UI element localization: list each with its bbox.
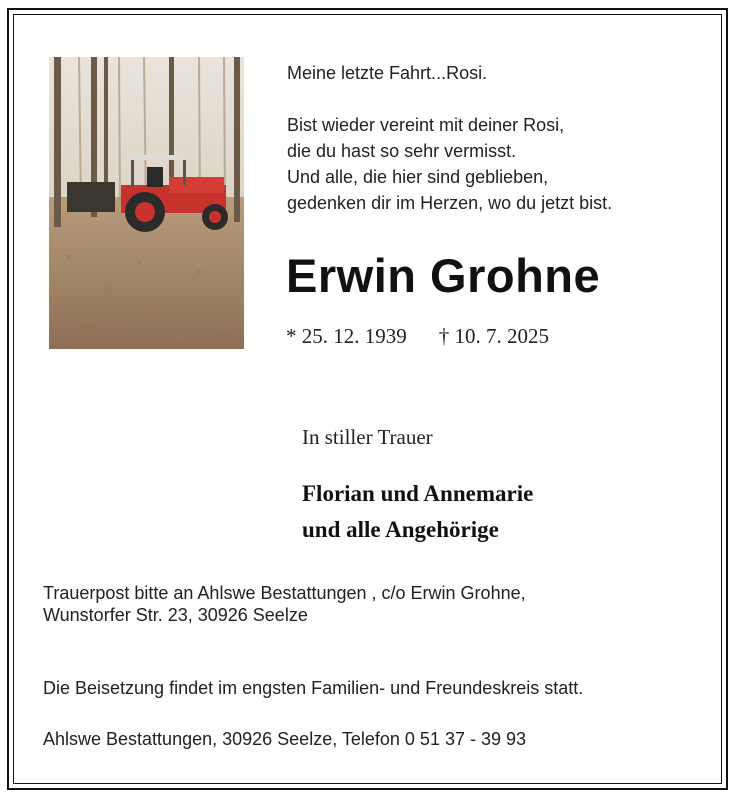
mourning-intro: In stiller Trauer (302, 425, 433, 449)
death-date: † 10. 7. 2025 (438, 324, 549, 348)
undertaker-contact: Ahlswe Bestattungen, 30926 Seelze, Telefon 0 51 37 - 39 93 (43, 729, 527, 749)
mail-address-line: Trauerpost bitte an Ahlswe Bestattungen , c/o Erwin Grohne, (43, 583, 526, 603)
deceased-name: Erwin Grohne (286, 249, 601, 302)
poem-title: Meine letzte Fahrt...Rosi. (287, 63, 488, 83)
birth-date: * 25. 12. 1939 (286, 324, 407, 348)
mail-address-line: Wunstorfer Str. 23, 30926 Seelze (43, 605, 308, 625)
mourners-line: Florian und Annemarie (302, 481, 534, 506)
poem (287, 60, 707, 216)
mourners-line: und alle Angehörige (302, 517, 499, 542)
burial-notice: Die Beisetzung findet im engsten Familien- und Freundeskreis statt. (43, 678, 584, 698)
life-dates (286, 324, 549, 349)
poem-line: die du hast so sehr vermisst. (287, 141, 517, 161)
poem-line: gedenken dir im Herzen, wo du jetzt bist. (287, 193, 613, 213)
poem-line: Und alle, die hier sind geblieben, (287, 167, 549, 187)
mourners (302, 476, 533, 548)
mail-address (43, 582, 526, 626)
poem-line: Bist wieder vereint mit deiner Rosi, (287, 115, 565, 135)
tractor-photo (49, 57, 244, 349)
